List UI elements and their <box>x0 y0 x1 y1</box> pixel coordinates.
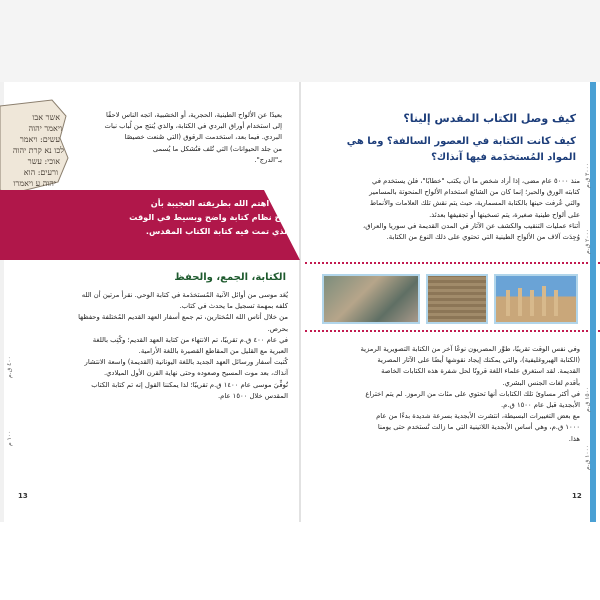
ruins-columns-photo <box>494 274 578 324</box>
left-timeline-label: ٤٠٠ ق.م <box>6 356 13 378</box>
text-line: كلفه بمهمة تسجيل ما يحدث في كتاب. <box>179 302 288 311</box>
right-intro-text <box>310 176 580 243</box>
right-timeline-label: ١٥٠٠ ق.م <box>584 386 591 412</box>
right-timeline-label: ٣٠٠٠ ق.م <box>584 162 591 188</box>
hebrew-scroll-image <box>0 82 70 202</box>
quote-banner-text <box>10 196 290 238</box>
text-line: البردي. فيما بعد، استخدمت الرقوق (التي صُنعت خصيصًا <box>124 133 282 142</box>
text-line: الأبجدية قبل عام ١٥٠٠ ق.م. <box>501 401 580 410</box>
scroll-line: עשים: ויאמר <box>19 135 60 144</box>
text-line: المقدس خلال ١٥٠٠ عام. <box>218 391 288 400</box>
stone-inscription-photo <box>426 274 488 324</box>
text-line: كتابته الورق والحبر؛ إنما كان من الشائع استخدام الألواح المنحوتة بالمسامير <box>369 188 580 197</box>
text-line: هكذا اهتم الله بطريقته العجيبة بأن <box>150 198 290 208</box>
cuneiform-tablet-photo <box>322 274 420 324</box>
scroll-line: אוכי: עשר <box>27 157 60 166</box>
text-line: تُوفِّيَ موسى عام ١٤٠٠ ق.م تقريبًا؛ لذا يمكننا القول إنه تم كتابة الكتاب <box>91 380 288 389</box>
scroll-line: לכו נא קרת יהוה <box>12 146 64 155</box>
left-body-text <box>26 290 288 402</box>
text-line: الذي تمت فيه كتابة الكتاب المقدس. <box>145 226 290 236</box>
text-line: يُتاح نظام كتابة واضح وبسيط في الوقت <box>129 212 290 222</box>
right-timeline-label: ٢٠٠٠ ق.م <box>584 228 591 254</box>
text-line: منذ ٥٠٠٠ عام مضى، إذا أراد شخص ما أن يكتب "خطابًا"، فلن يستخدم في <box>372 177 580 185</box>
text-line: أثناء عمليات التنقيب والكشف عن الآثار في المدن القديمة في سوريا والعراق، <box>363 221 580 230</box>
text-line: من جلد الحيوانات) التي تُلف فتُشكل ما يُسمى <box>152 144 282 153</box>
book-gutter <box>299 82 301 522</box>
left-timeline-label: ١٠٠ م <box>6 430 13 446</box>
text-line: بعيدًا عن الألواح الطينية، الحجرية، أو الخشبية، اتجه الناس لاحقًا <box>105 111 282 119</box>
text-line: مع بعض التغييرات البسيطة، انتشرت الأبجدية بسرعة شديدة بدءًا من عام <box>376 412 580 421</box>
text-line: إلى استخدام أوراق البردي في الكتابة، والذي يُنتج من لُباب نبات <box>104 122 282 131</box>
page-title: كيف وصل الكتاب المقدس إلينا؟ <box>403 112 576 125</box>
text-line: من خلال أناس الله المُختارين، تم جمع أسفار العهد القديم المُختلفة وحفظها <box>78 313 288 322</box>
page-number-left: 13 <box>18 492 28 500</box>
page-top-margin <box>0 0 600 82</box>
text-line: ١٠٠٠ ق.م، وهي أساس الأبجدية اللاتينية التي ما زالت تُستخدم حتى يومنا <box>377 423 580 432</box>
subtitle-line: كيف كانت الكتابة في العصور السالفة؟ وما هي <box>346 136 576 147</box>
scroll-line: יהוה ע ויאמרו <box>13 179 56 188</box>
text-line: (الكتابة الهيروغليفية)، والتي يمكنك إيجاد نقوشها أيضًا على الآثار المصرية <box>377 356 580 365</box>
text-line: بحرص. <box>267 324 288 333</box>
subtitle-line: المواد المُستخدَمة فيها آنذاك؟ <box>431 152 576 163</box>
text-line: القديمة. لقد استغرق علماء اللغة قرونًا لحل شفرة هذه الكتابات الخاصة <box>381 367 580 376</box>
text-line: آنذاك، بعد موت المسيح وصعوده وحتى نهاية القرن الأول الميلادي. <box>103 369 288 378</box>
scroll-line: ורעים: הוא <box>23 168 58 177</box>
right-timeline-label: ١٠٠٠ ق.م <box>584 444 591 470</box>
text-line: العبرية مع القليل من المقاطع القصيرة باللغة الأرامية. <box>138 347 288 356</box>
left-top-text <box>76 110 282 166</box>
right-body-text <box>310 344 580 445</box>
text-line: في عام ٤٠٠ ق.م تقريبًا، تم الانتهاء من كتابة العهد القديم؛ وكُتِب باللغة <box>92 335 288 344</box>
text-line: وُجِدَت آلاف من الألواح الطينية التي تحتوي على ذلك النوع من الكتابة. <box>386 233 580 242</box>
text-line: هذا. <box>568 434 580 443</box>
text-line: على ألواح طينية صغيرة، يتم تسخينها أو تجفيفها بعدئذ. <box>429 210 580 219</box>
section-title: الكتابة، الجمع، والحفظ <box>174 272 286 283</box>
text-line: والتي عُرفت حينها بالكتابة المسمارية، حيث يتم نقش تلك العلامات والأنماط <box>369 199 580 208</box>
text-line: يُعَد موسى من أوائل الآنية المُستخدَمة في كتابة الوحي. نقرأ مرتين أن الله <box>81 291 288 299</box>
text-line: في أكثر مساوئ تلك الكتابات أنها تحتوي على مئات من الرموز. لم يتم اختراع <box>365 389 580 398</box>
scroll-line: אשר אבו <box>32 113 60 122</box>
page-number-right: 12 <box>572 492 582 500</box>
text-line: بأقدم لغات الجنس البشري. <box>502 378 580 387</box>
text-line: بـ"الدرج". <box>254 155 282 164</box>
text-line: كُتبت أسفار ورسائل العهد الجديد باللغة اليونانية (القديمة) واسعة الانتشار <box>84 358 288 367</box>
scroll-line: ויאמר יהוה <box>28 124 62 133</box>
text-line: وفي نفس الوقت تقريبًا، طوَّر المصريون نوعًا آخر من الكتابة التصويرية الرمزية <box>360 345 580 353</box>
page-subtitle <box>314 134 576 166</box>
